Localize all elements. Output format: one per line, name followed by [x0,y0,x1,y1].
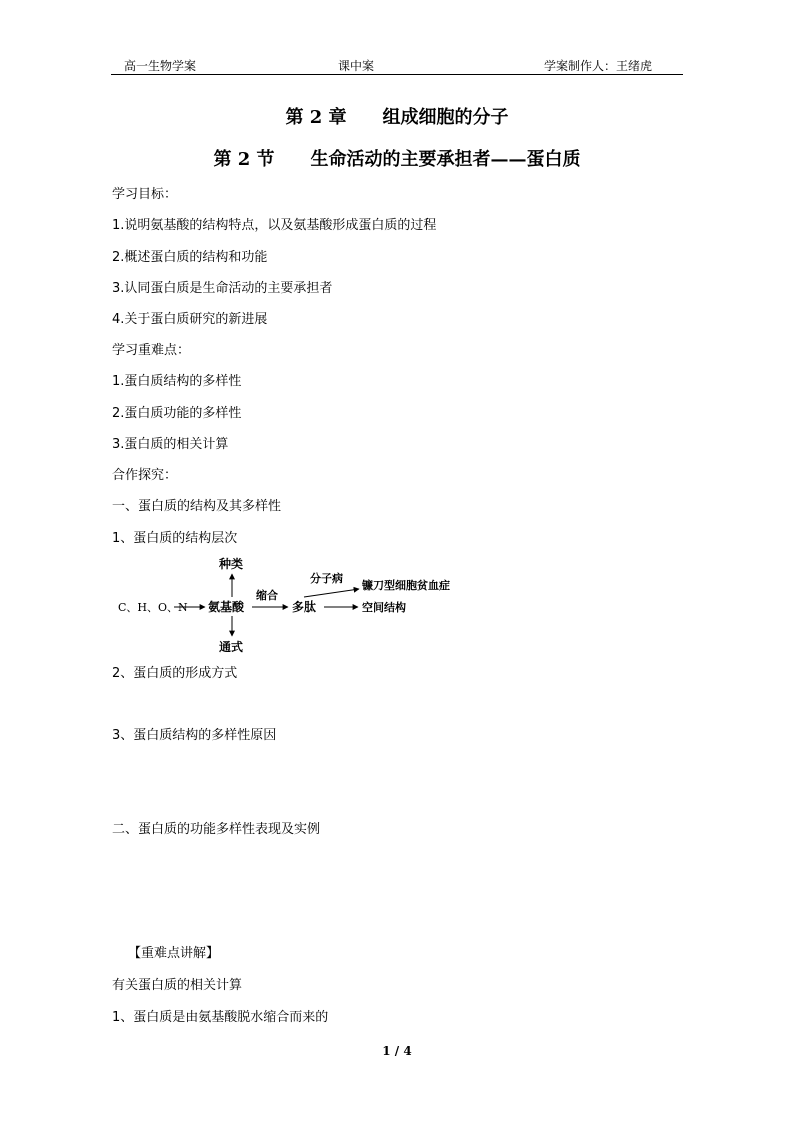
key-point-item: 3.蛋白质的相关计算 [112,437,229,452]
part2-heading: 二、蛋白质的功能多样性表现及实例 [112,822,321,837]
chapter-title: 第 2 章 组成细胞的分子 [285,107,509,128]
diagram-polypeptide: 多肽 [292,600,317,614]
key-point-item: 1.蛋白质结构的多样性 [112,374,242,389]
section-title: 第 2 节 生命活动的主要承担者——蛋白质 [213,149,581,170]
goal-item: 2.概述蛋白质的结构和功能 [112,250,268,265]
diagram-sickle-cell: 镰刀型细胞贫血症 [362,579,450,592]
diagram-amino-acid: 氨基酸 [208,600,245,614]
goal-item: 3.认同蛋白质是生命活动的主要承担者 [112,281,333,296]
header-center: 课中案 [338,59,375,73]
protein-structure-diagram [112,556,472,656]
diagram-condensation: 缩合 [256,589,278,602]
calc-item1: 1、蛋白质是由氨基酸脱水缩合而来的 [112,1010,329,1025]
page-number: 1 / 4 [382,1044,412,1058]
key-points-heading: 学习重难点： [112,343,191,358]
explore-heading: 合作探究： [112,468,178,483]
header-rule [111,74,683,75]
arrow-polypeptide-to-disease [304,589,359,597]
goals-heading: 学习目标： [112,187,178,202]
diagram-molecular-disease: 分子病 [310,572,343,585]
goal-item: 4.关于蛋白质研究的新进展 [112,312,268,327]
focus-heading: 【重难点讲解】 [128,946,220,961]
diagram-elements: C、H、O、N [118,601,188,614]
item1-structure-levels: 1、蛋白质的结构层次 [112,531,238,546]
item2-formation: 2、蛋白质的形成方式 [112,666,238,681]
goal-item: 1.说明氨基酸的结构特点，以及氨基酸形成蛋白质的过程 [112,218,437,233]
key-point-item: 2.蛋白质功能的多样性 [112,406,242,421]
diagram-types: 种类 [219,557,244,571]
header-right: 学案制作人：王绪虎 [544,59,653,73]
diagram-formula: 通式 [219,640,244,654]
item3-diversity-reason: 3、蛋白质结构的多样性原因 [112,728,277,743]
diagram-spatial-structure: 空间结构 [362,601,406,614]
part1-heading: 一、蛋白质的结构及其多样性 [112,499,282,514]
calc-heading: 有关蛋白质的相关计算 [112,978,243,993]
header-left: 高一生物学案 [124,59,197,73]
